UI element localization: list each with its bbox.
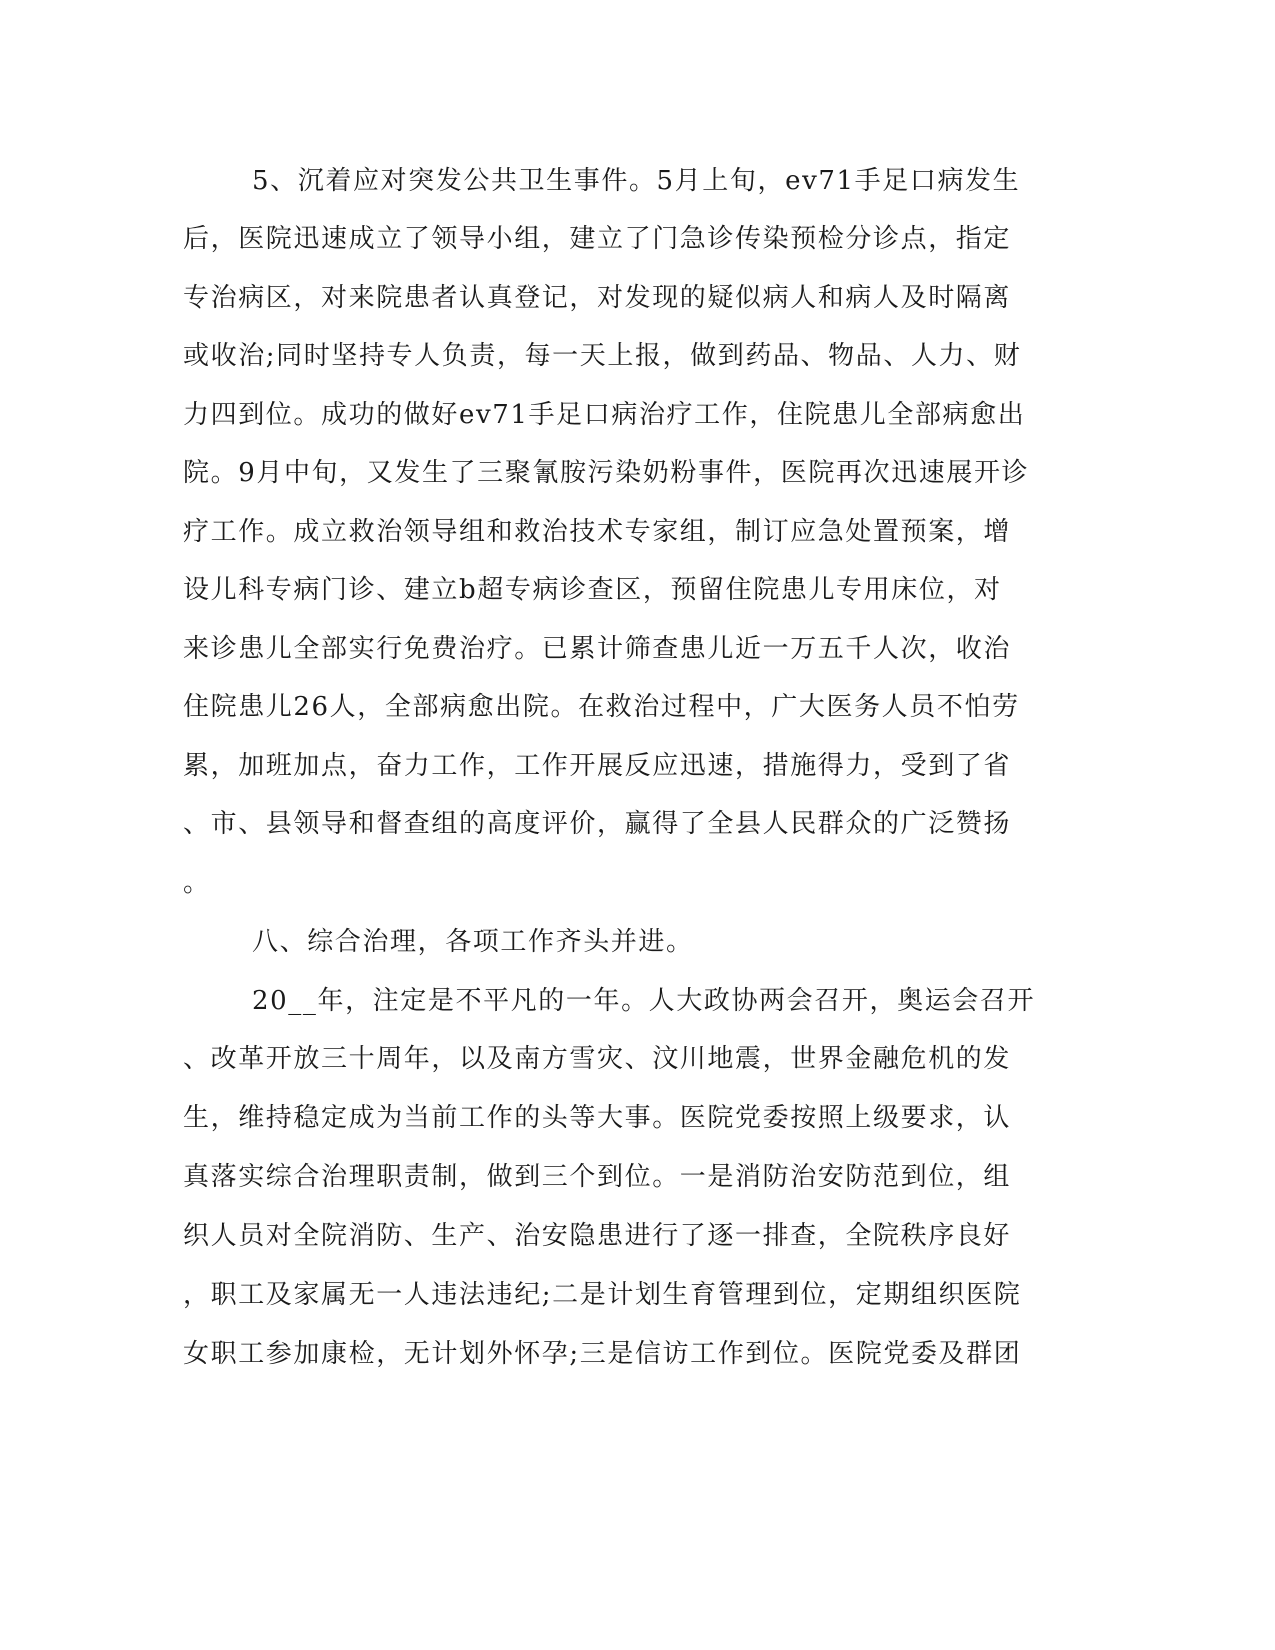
text-line: 5、沉着应对突发公共卫生事件。5月上旬，ev71手足口病发生 xyxy=(252,166,1021,196)
text-line: 女职工参加康检，无计划外怀孕;三是信访工作到位。医院党委及群团 xyxy=(183,1339,1022,1369)
text-line: 生，维持稳定成为当前工作的头等大事。医院党委按照上级要求，认 xyxy=(183,1103,1012,1133)
text-line: 后，医院迅速成立了领导小组，建立了门急诊传染预检分诊点，指定 xyxy=(183,224,1012,254)
text-line: 20__年，注定是不平凡的一年。人大政协两会召开，奥运会召开 xyxy=(252,986,1036,1016)
text-line: 。 xyxy=(183,868,211,898)
text-line: 、市、县领导和督查组的高度评价，赢得了全县人民群众的广泛赞扬 xyxy=(183,809,1012,839)
text-line: 设儿科专病门诊、建立b超专病诊查区，预留住院患儿专用床位，对 xyxy=(183,575,1002,605)
text-line: 来诊患儿全部实行免费治疗。已累计筛查患儿近一万五千人次，收治 xyxy=(183,634,1012,664)
text-line: ，职工及家属无一人违法违纪;二是计划生育管理到位，定期组织医院 xyxy=(183,1280,1022,1310)
text-line: 真落实综合治理职责制，做到三个到位。一是消防治安防范到位，组 xyxy=(183,1162,1012,1192)
text-line: 专治病区，对来院患者认真登记，对发现的疑似病人和病人及时隔离 xyxy=(183,283,1012,313)
text-line: 、改革开放三十周年，以及南方雪灾、汶川地震，世界金融危机的发 xyxy=(183,1044,1012,1074)
text-line: 力四到位。成功的做好ev71手足口病治疗工作，住院患儿全部病愈出 xyxy=(183,400,1026,430)
text-line: 或收治;同时坚持专人负责，每一天上报，做到药品、物品、人力、财 xyxy=(183,341,1022,371)
text-line: 累，加班加点，奋力工作，工作开展反应迅速，措施得力，受到了省 xyxy=(183,751,1012,781)
text-line: 疗工作。成立救治领导组和救治技术专家组，制订应急处置预案，增 xyxy=(183,517,1012,547)
text-line: 织人员对全院消防、生产、治安隐患进行了逐一排查，全院秩序良好 xyxy=(183,1221,1012,1251)
text-line: 住院患儿26人，全部病愈出院。在救治过程中，广大医务人员不怕劳 xyxy=(183,692,1020,722)
section-heading: 八、综合治理，各项工作齐头并进。 xyxy=(252,927,694,957)
text-line: 院。9月中旬，又发生了三聚氰胺污染奶粉事件，医院再次迅速展开诊 xyxy=(183,458,1030,488)
